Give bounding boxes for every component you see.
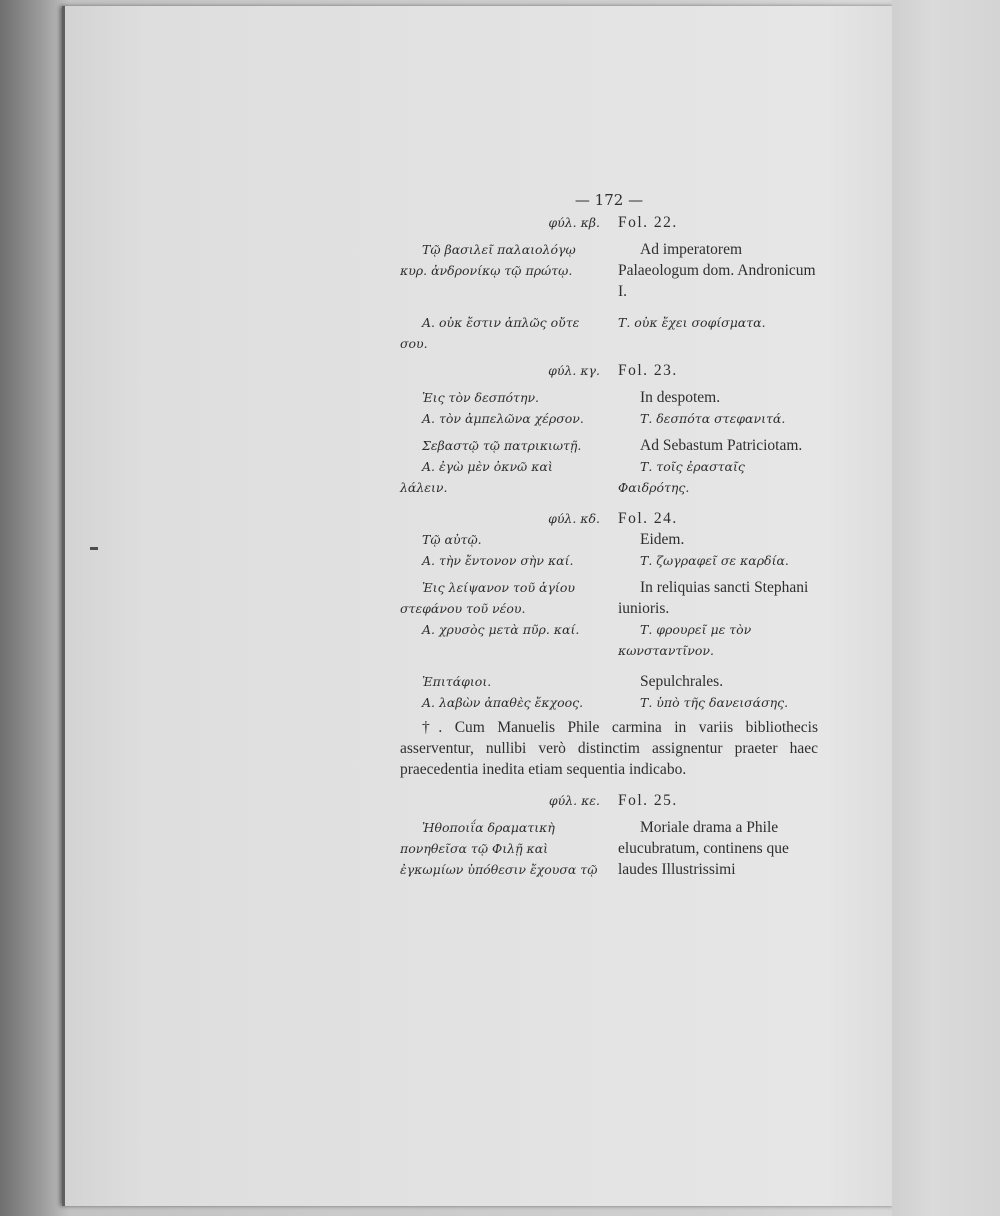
page-number: — 172 —: [574, 191, 644, 209]
entry-row: [400, 577, 818, 619]
entry-row: [400, 239, 818, 302]
latin-title: Sepulchrales.: [640, 673, 724, 690]
greek-explicit: Τ. δεσπότα στεφανιτά.: [640, 411, 786, 426]
greek-folio-header: φύλ. κγ.: [548, 363, 600, 378]
entry-row: [400, 212, 818, 233]
facing-page-edge: [892, 0, 1000, 1216]
entry-row: [400, 360, 818, 381]
footnote-paragraph: †. Cum Manuelis Phile carmina in variis bibliothecis asserventur, nullibi verò distinctim assignentur praeter haec praecedentia inedita etiam sequentia indicabo.: [400, 719, 818, 778]
greek-title: Τῷ αὐτῷ.: [422, 532, 482, 547]
ink-speck: [90, 547, 98, 550]
entry-row: [400, 692, 818, 713]
greek-incipit: Α. τὸν ἀμπελῶνα χέρσον.: [422, 411, 584, 426]
latin-folio-header: Fol. 24.: [618, 510, 678, 527]
latin-folio-header: Fol. 22.: [618, 214, 678, 231]
greek-title: Τῷ βασιλεῖ παλαιολόγῳ κυρ. ἀνδρονίκῳ τῷ πρώτῳ.: [400, 242, 576, 278]
latin-title: Ad Sebastum Patriciotam.: [640, 437, 803, 454]
greek-incipit: Α. λαβὼν ἀπαθὲς ἔκχοος.: [422, 695, 584, 710]
greek-explicit: Τ. ζωγραφεῖ σε καρδία.: [640, 553, 789, 568]
greek-explicit: Τ. φρουρεῖ με τὸν κωνσταντῖνον.: [618, 622, 752, 658]
entry-row: [400, 529, 818, 550]
greek-title: Ἐπιτάφιοι.: [422, 674, 492, 689]
greek-title: Ἠθοποιΐα δραματικὴ πονηθεῖσα τῷ Φιλῇ καὶ ἐγκωμίων ὑπόθεσιν ἔχουσα τῷ: [400, 820, 598, 877]
greek-title: Ἐις λείψανον τοῦ ἁγίου στεφάνου τοῦ νέου.: [400, 580, 575, 616]
greek-title: Ἐις τὸν δεσπότην.: [422, 390, 540, 405]
latin-title: In reliquias sancti Stephani iunioris.: [618, 579, 809, 617]
latin-title: Moriale drama a Phile elucubratum, continens que laudes Illustrissimi: [618, 819, 789, 878]
entry-row: [400, 550, 818, 571]
greek-title: Σεβαστῷ τῷ πατρικιωτῇ.: [422, 438, 582, 453]
entry-row: [400, 508, 818, 529]
latin-title: In despotem.: [640, 389, 721, 406]
entry-row: [400, 817, 818, 880]
entry-row: [400, 387, 818, 408]
entry-row: [400, 790, 818, 811]
greek-incipit: Α. χρυσὸς μετὰ πῦρ. καί.: [422, 622, 580, 637]
greek-folio-header: φύλ. κδ.: [548, 511, 600, 526]
entry-row: [400, 408, 818, 429]
latin-title: Eidem.: [640, 531, 685, 548]
latin-title: Ad imperatorem Palaeologum dom. Andronicum I.: [618, 241, 816, 300]
text-block: [400, 188, 818, 880]
greek-explicit: Τ. ὑπὸ τῆς δανεισάσης.: [640, 695, 789, 710]
greek-incipit: Α. ἐγὼ μὲν ὀκνῶ καὶ λάλειν.: [400, 459, 553, 495]
latin-folio-header: Fol. 25.: [618, 792, 678, 809]
greek-folio-header: φύλ. κε.: [548, 793, 600, 808]
entry-row: [400, 456, 818, 498]
greek-incipit: Α. τὴν ἔντονον σὴν καί.: [422, 553, 574, 568]
entry-row: [400, 435, 818, 456]
latin-folio-header: Fol. 23.: [618, 362, 678, 379]
entry-row: [400, 671, 818, 692]
greek-explicit: Τ. οὐκ ἔχει σοφίσματα.: [618, 315, 766, 330]
entry-row: [400, 619, 818, 661]
greek-incipit: Α. οὐκ ἔστιν ἁπλῶς οὔτε σου.: [400, 315, 580, 351]
entry-row: [400, 312, 818, 354]
two-column-entries: [400, 212, 818, 880]
greek-explicit: Τ. τοῖς ἐρασταῖς Φαιδρότης.: [618, 459, 745, 495]
greek-folio-header: φύλ. κβ.: [548, 215, 600, 230]
